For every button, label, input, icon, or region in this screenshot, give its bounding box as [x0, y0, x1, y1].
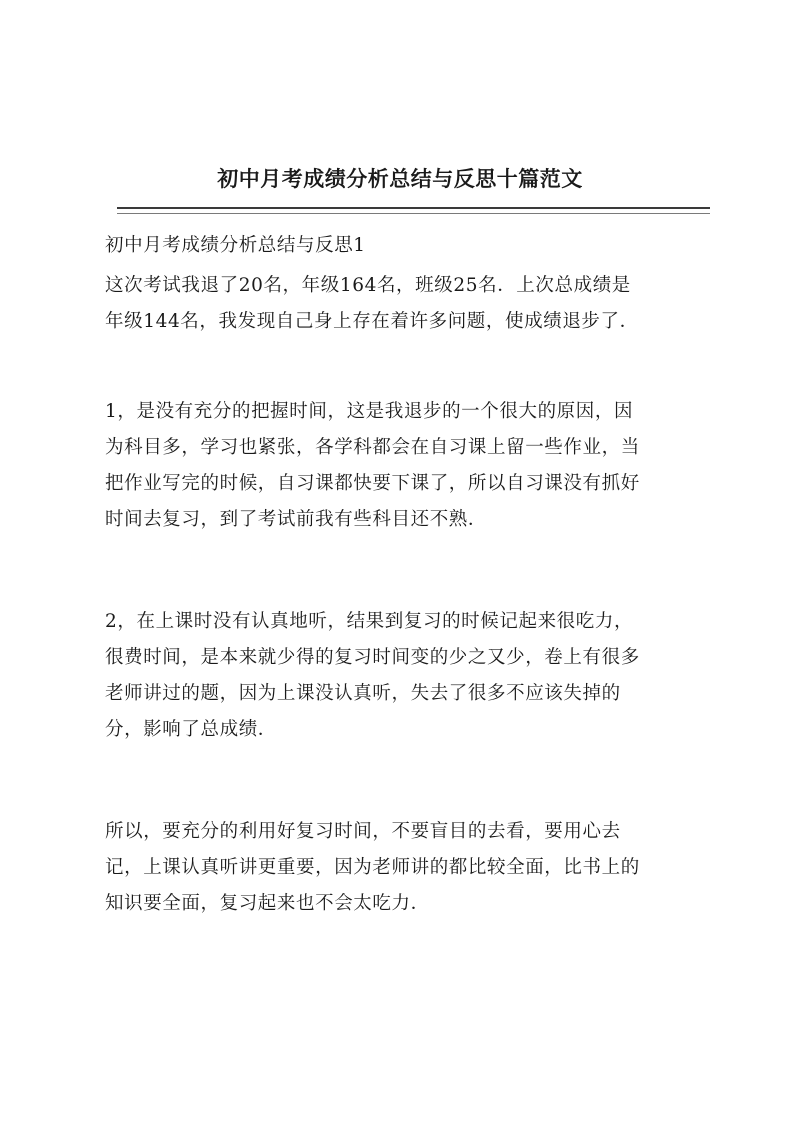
paragraph-line: 老师讲过的题，因为上课没认真听，失去了很多不应该失掉的	[105, 683, 621, 704]
paragraph-4	[105, 814, 713, 922]
paragraph-line: 2，在上课时没有认真地听，结果到复习的时候记起来很吃力，	[105, 611, 634, 632]
paragraph-line: 很费时间，是本来就少得的复习时间变的少之又少，卷上有很多	[105, 647, 640, 668]
paragraph-1	[105, 268, 713, 340]
title-divider-thick	[117, 207, 710, 209]
paragraph-line: 记，上课认真听讲更重要，因为老师讲的都比较全面，比书上的	[105, 857, 640, 878]
paragraph-line: 这次考试我退了20名，年级164名，班级25名．上次总成绩是	[105, 275, 631, 296]
paragraph-line: 时间去复习，到了考试前我有些科目还不熟．	[105, 509, 488, 530]
title-divider-thin	[117, 213, 710, 214]
paragraph-line: 把作业写完的时候，自习课都快要下课了，所以自习课没有抓好	[105, 473, 640, 494]
paragraph-line: 年级144名，我发现自己身上存在着许多问题，使成绩退步了．	[105, 311, 639, 332]
paragraph-line: 分，影响了总成绩．	[105, 719, 277, 740]
paragraph-2	[105, 394, 713, 538]
section-heading: 初中月考成绩分析总结与反思1	[105, 235, 366, 256]
paragraph-line: 1，是没有充分的把握时间，这是我退步的一个很大的原因，因	[105, 401, 634, 422]
paragraph-3	[105, 604, 713, 748]
document-title: 初中月考成绩分析总结与反思十篇范文	[217, 166, 583, 191]
section-heading-block	[105, 228, 713, 264]
paragraph-line: 知识要全面，复习起来也不会太吃力．	[105, 893, 430, 914]
paragraph-line: 为科目多，学习也紧张，各学科都会在自习课上留一些作业，当	[105, 437, 640, 458]
paragraph-line: 所以，要充分的利用好复习时间，不要盲目的去看，要用心去	[105, 821, 621, 842]
